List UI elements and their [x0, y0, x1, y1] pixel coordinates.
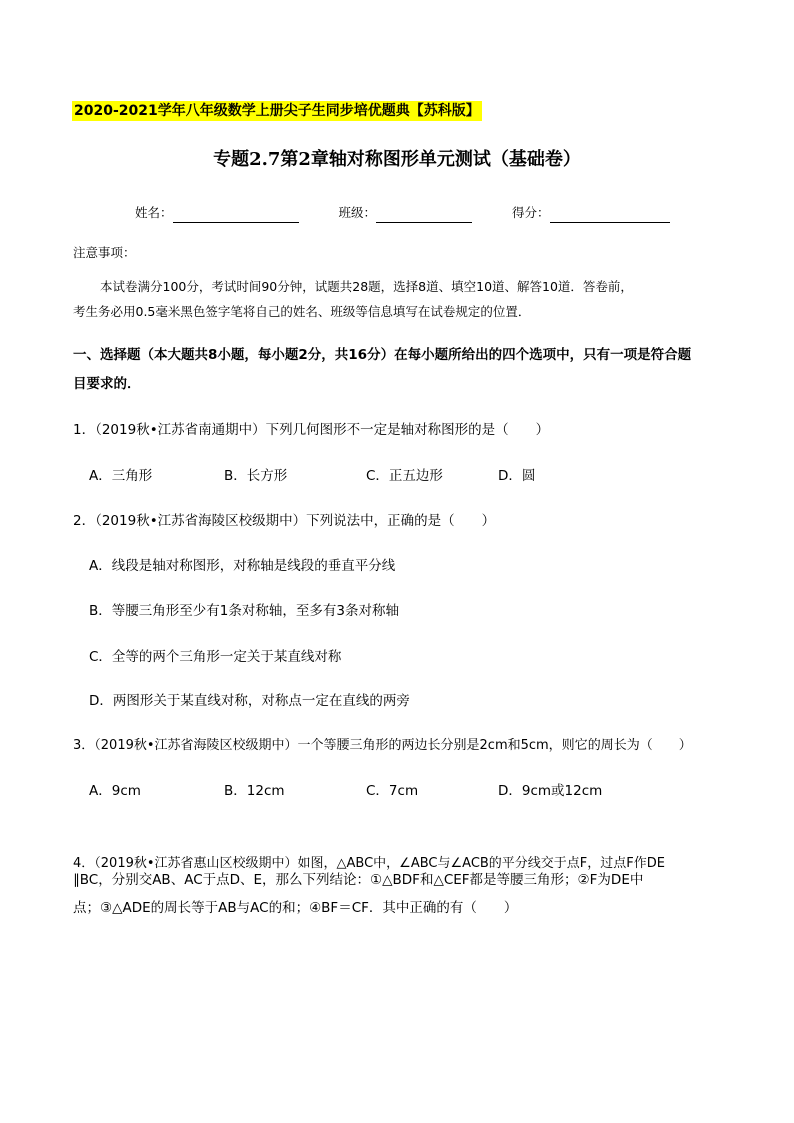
class-blank[interactable] [376, 208, 472, 223]
section-1-line-2: 目要求的． [73, 376, 141, 392]
question-1-stem: 1．（2019秋•江苏省南通期中）下列几何图形不一定是轴对称图形的是（ ） [73, 422, 550, 438]
question-4-stem-line-1: 4．（2019秋•江苏省惠山区校级期中）如图，△ABC中，∠ABC与∠ACB的平分线交于点F，过点F作DE [73, 856, 665, 871]
page-title: 专题2.7第2章轴对称图形单元测试（基础卷） [213, 149, 581, 170]
name-label: 姓名： [135, 205, 173, 220]
question-4-stem-line-2: ∥BC，分别交AB、AC于点D、E，那么下列结论：①△BDF和△CEF都是等腰三角形；②F为DE中 [73, 872, 644, 888]
question-2-option-d[interactable]: D．两图形关于某直线对称，对称点一定在直线的两旁 [89, 693, 410, 709]
question-3-option-d[interactable]: D．9cm或12cm [498, 783, 603, 799]
question-1-option-b[interactable]: B．长方形 [224, 468, 288, 484]
question-2-stem: 2．（2019秋•江苏省海陵区校级期中）下列说法中，正确的是（ ） [73, 513, 496, 529]
name-blank[interactable] [173, 208, 299, 223]
question-2-option-c[interactable]: C．全等的两个三角形一定关于某直线对称 [89, 649, 342, 665]
question-1-option-a[interactable]: A．三角形 [89, 468, 153, 484]
question-3-stem: 3．（2019秋•江苏省海陵区校级期中）一个等腰三角形的两边长分别是2cm和5cm，则它的周长为（ ） [73, 738, 692, 753]
notice-heading: 注意事项： [73, 245, 136, 260]
notice-line-2: 考生务必用0.5毫米黑色签字笔将自己的姓名、班级等信息填写在试卷规定的位置． [73, 304, 531, 319]
section-1-line-1: 一、选择题（本大题共8小题，每小题2分，共16分）在每小题所给出的四个选项中，只有一项是符合题 [73, 347, 692, 363]
question-2-option-a[interactable]: A．线段是轴对称图形，对称轴是线段的垂直平分线 [89, 558, 396, 574]
header-banner: 2020-2021学年八年级数学上册尖子生同步培优题典【苏科版】 [74, 103, 480, 119]
question-1-option-d[interactable]: D．圆 [498, 468, 536, 484]
score-blank[interactable] [550, 208, 670, 223]
question-1-option-c[interactable]: C．正五边形 [366, 468, 443, 484]
question-3-option-a[interactable]: A．9cm [89, 783, 141, 799]
class-label: 班级： [338, 205, 377, 220]
question-4-stem-line-3: 点；③△ADE的周长等于AB与AC的和；④BF＝CF．其中正确的有（ ） [73, 900, 518, 916]
question-2-option-b[interactable]: B．等腰三角形至少有1条对称轴，至多有3条对称轴 [89, 603, 399, 619]
question-3-option-c[interactable]: C．7cm [366, 783, 419, 799]
notice-line-1: 本试卷满分100分，考试时间90分钟，试题共28题，选择8道、填空10道、解答10道．答卷前， [100, 279, 633, 294]
score-label: 得分： [512, 205, 550, 220]
question-3-option-b[interactable]: B．12cm [224, 783, 285, 799]
student-info-row [135, 203, 670, 223]
